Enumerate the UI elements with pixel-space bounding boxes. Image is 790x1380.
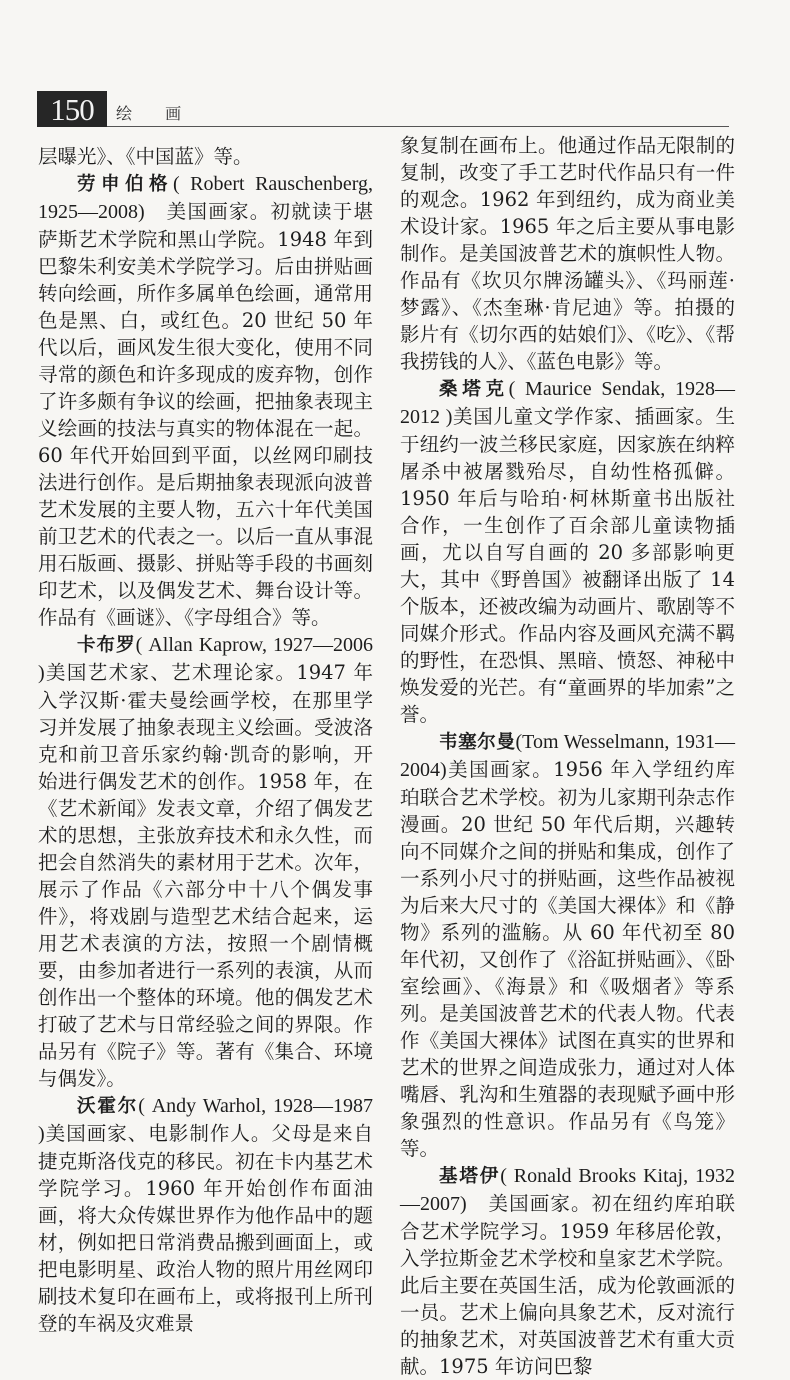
entry-name: 韦塞尔曼 <box>439 732 516 753</box>
entry-kaprow <box>38 631 373 1092</box>
entry-text: 美国艺术家、艺术理论家。1947 年入学汉斯·霍夫曼绘画学校，在那里学习并发展了抽象表现主义绘画。受波洛克和前卫音乐家约翰·凯奇的影响，开始进行偶发艺术的创作。1958 年，在《艺术新闻》发表文章，介绍了偶发艺术的思想，主张放弃技术和永久性，而把会自然消失的素材用于艺术。次年，展示了作品《六部分中十八个偶发事件》，将戏剧与造型艺术结合起来，运用艺术表演的方法，按照一个剧情概要，由参加者进行一系列的表演，从而创作出一个整体的环境。他的偶发艺术打破了艺术与日常经验之间的界限。作品另有《院子》等。著有《集合、环境与偶发》。 <box>38 661 373 1090</box>
entry-name: 基塔伊 <box>439 1166 501 1187</box>
right-column <box>400 132 735 1380</box>
entry-rauschenberg <box>38 170 373 631</box>
running-header <box>37 91 729 127</box>
header-rule <box>107 126 729 127</box>
entry-kitaj <box>400 1162 735 1380</box>
entry-sendak <box>400 375 735 728</box>
entry-warhol <box>38 1092 373 1337</box>
entry-latin-name-dates: ( Ronald Brooks Kitaj, 1932—2007) <box>400 1165 735 1215</box>
entry-latin-name-dates: ( Allan Kaprow, 1927—2006 ) <box>38 634 373 684</box>
entry-text: 美国画家。初在纽约库珀联合艺术学院学习。1959 年移居伦敦，入学拉斯金艺术学校和皇家艺术学院。此后主要在英国生活，成为伦敦画派的一员。艺术上偏向具象艺术，反对流行的抽象艺术，对英国波普艺术有重大贡献。1975 年访问巴黎 <box>400 1192 735 1378</box>
entry-latin-name-dates: ( Maurice Sendak, 1928—2012 ) <box>400 378 735 428</box>
paragraph-text: 层曝光》、《中国蓝》等。 <box>38 145 253 168</box>
entry-name: 桑塔克 <box>439 379 509 400</box>
left-column <box>38 143 373 1337</box>
entry-text: 美国画家。初就读于堪萨斯艺术学院和黑山学院。1948 年到巴黎朱利安美术学院学习。后由拼贴画转向绘画，所作多属单色绘画，通常用色是黑、白，或红色。20 世纪 50 年代以后，画风发生很大变化，使用不同寻常的颜色和许多现成的废弃物，创作了许多颇有争议的绘画，把抽象表现主义绘画的技法与真实的物体混在一起。60 年代开始回到平面，以丝网印刷技法进行创作。是后期抽象表现派向波普艺术发展的主要人物，五六十年代美国前卫艺术的代表之一。以后一直从事混用石版画、摄影、拼贴等手段的书画刻印艺术，以及偶发艺术、舞台设计等。作品有《画谜》、《字母组合》等。 <box>38 200 373 629</box>
section-title: 绘 画 <box>116 104 196 123</box>
entry-text: 美国儿童文学作家、插画家。生于纽约一波兰移民家庭，因家族在纳粹屠杀中被屠戮殆尽，自幼性格孤僻。1950 年后与哈珀·柯林斯童书出版社合作，一生创作了百余部儿童读物插画，尤以自写自画的 20 多部影响更大，其中《野兽国》被翻译出版了 14 个版本，还被改编为动画片、歌剧等不同媒介形式。作品内容及画风充满不羁的野性，在恐惧、黑暗、愤怒、神秘中焕发爱的光芒。有“童画界的毕加索”之誉。 <box>400 405 735 726</box>
entry-text: 美国画家。1956 年入学纽约库珀联合艺术学校。初为儿家期刊杂志作漫画。20 世纪 50 年代后期，兴趣转向不同媒介之间的拼贴和集成，创作了一系列小尺寸的拼贴画，这些作品被视为后来大尺寸的《美国大裸体》和《静物》系列的滥觞。从 60 年代初至 80 年代初，又创作了《浴缸拼贴画》、《卧室绘画》、《海景》和《吸烟者》等系列。是美国波普艺术的代表人物。代表作《美国大裸体》试图在真实的世界和艺术的世界之间造成张力，通过对人体嘴唇、乳沟和生殖器的表现赋予画中形象强烈的性意识。作品另有《鸟笼》等。 <box>400 758 735 1160</box>
entry-name: 卡布罗 <box>77 635 136 656</box>
page-number: 150 <box>37 91 107 127</box>
entry-latin-name-dates: ( Andy Warhol, 1928—1987 ) <box>38 1095 373 1145</box>
paragraph-text: 象复制在画布上。他通过作品无限制的复制，改变了手工艺时代作品只有一件的观念。1962 年到纽约，成为商业美术设计家。1965 年之后主要从事电影制作。是美国波普艺术的旗帜性人物。作品有《坎贝尔牌汤罐头》、《玛丽莲·梦露》、《杰奎琳·肯尼迪》等。拍摄的影片有《切尔西的姑娘们》、《吃》、《帮我捞钱的人》、《蓝色电影》等。 <box>400 134 735 373</box>
entry-text: 美国画家、电影制作人。父母是来自捷克斯洛伐克的移民。初在卡内基艺术学院学习。1960 年开始创作布面油画，将大众传媒世界作为他作品中的题材，例如把日常消费品搬到画面上，或把电影明星、政治人物的照片用丝网印刷技术复印在画布上，或将报刊上所刊登的车祸及灾难景 <box>38 1122 373 1335</box>
continuation-paragraph <box>400 132 735 375</box>
entry-name: 沃霍尔 <box>77 1096 139 1117</box>
entry-wesselmann <box>400 728 735 1162</box>
entry-latin-name-dates: (Tom Wesselmann, 1931—2004) <box>400 731 735 781</box>
continuation-paragraph <box>38 143 373 170</box>
entry-name: 劳申伯格 <box>77 174 173 195</box>
entry-latin-name-dates: ( Robert Rauschenberg, 1925—2008) <box>38 173 373 223</box>
